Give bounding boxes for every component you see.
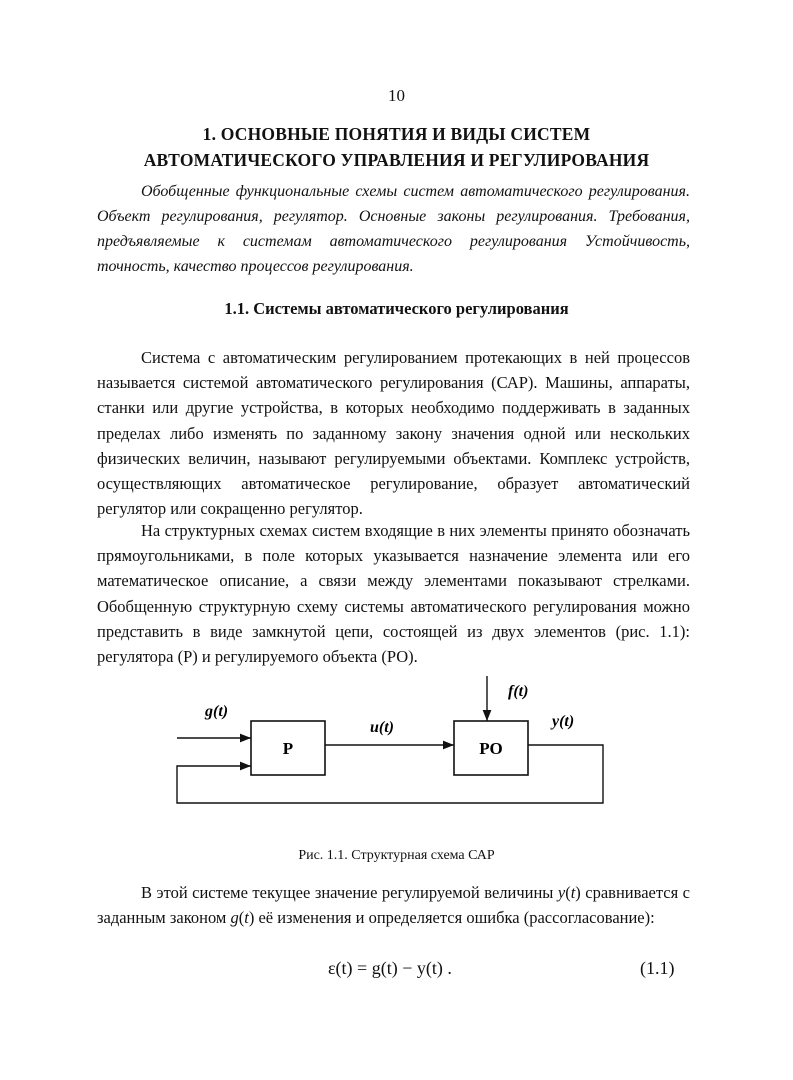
page-number: 10 <box>388 86 405 105</box>
equation-number: (1.1) <box>640 958 675 978</box>
figure-caption: Рис. 1.1. Структурная схема САР <box>298 848 495 863</box>
input-label: g(t) <box>205 703 229 720</box>
block-diagram <box>0 670 793 840</box>
output-label: y(t) <box>552 713 575 730</box>
section-title: 1.1. Системы автоматического регулирования <box>224 299 569 318</box>
paragraph-3-text-a: В этой системе текущее значение регулируемой величины <box>141 883 558 902</box>
object-block-label: РО <box>479 739 503 758</box>
paragraph-3-text-e: ) её изменения и определяется ошибка (рассогласование): <box>248 908 655 928</box>
paragraph-3 <box>97 880 690 930</box>
chapter-title-line-2: АВТОМАТИЧЕСКОГО УПРАВЛЕНИЯ И РЕГУЛИРОВАНИЯ <box>143 150 650 170</box>
control-label: u(t) <box>370 719 394 736</box>
regulator-block-label: Р <box>282 739 294 758</box>
paragraph-1: Система с автоматическим регулированием протекающих в ней процессов называется системой автоматического регулирования (САР). Машины, аппараты, станки или другие устройства, в которых необходимо поддерживать в заданных пределах либо изменять по заданному закону значения одной или нескольких физических величин, называют регулируемыми объектами. Комплекс устройств, осуществляющих автоматическое регулирование, образует автоматический регулятор или сокращенно регулятор. <box>97 348 690 519</box>
paragraph-3-text-c: ) сравнивается с заданным законом <box>97 883 690 928</box>
disturbance-label: f(t) <box>508 683 529 700</box>
chapter-title <box>0 121 793 173</box>
chapter-title-line-1: 1. ОСНОВНЫЕ ПОНЯТИЯ И ВИДЫ СИСТЕМ <box>202 124 591 144</box>
paragraph-3-var-t-2: t <box>244 908 249 928</box>
equation-formula: ε(t) = g(t) − y(t) . <box>328 958 452 978</box>
chapter-abstract: Обобщенные функциональные схемы систем автоматического регулирования. Объект регулирования, регулятор. Основные законы регулирования. Требования, предъявляемые к системам автоматического регулирования Устойчивость, точность, качество процессов регулирования. <box>97 183 690 275</box>
paragraph-2: На структурных схемах систем входящие в них элементы принято обозначать прямоугольниками, в поле которых указывается назначение элемента или его математическое описание, а связи между элементами показывают стрелками. Обобщенную структурную схему системы автоматического регулирования можно представить в виде замкнутой цепи, состоящей из двух элементов (рис. 1.1): регулятора (Р) и регулируемого объекта (РО). <box>97 521 690 667</box>
paragraph-3-paren-2: ( <box>238 908 245 928</box>
paragraph-3-var-y: y <box>557 883 566 902</box>
paragraph-3-var-g: g <box>230 908 239 928</box>
paragraph-3-paren-1: ( <box>565 883 571 902</box>
feedback-loop <box>177 745 603 803</box>
paragraph-3-var-t-1: t <box>570 883 576 902</box>
